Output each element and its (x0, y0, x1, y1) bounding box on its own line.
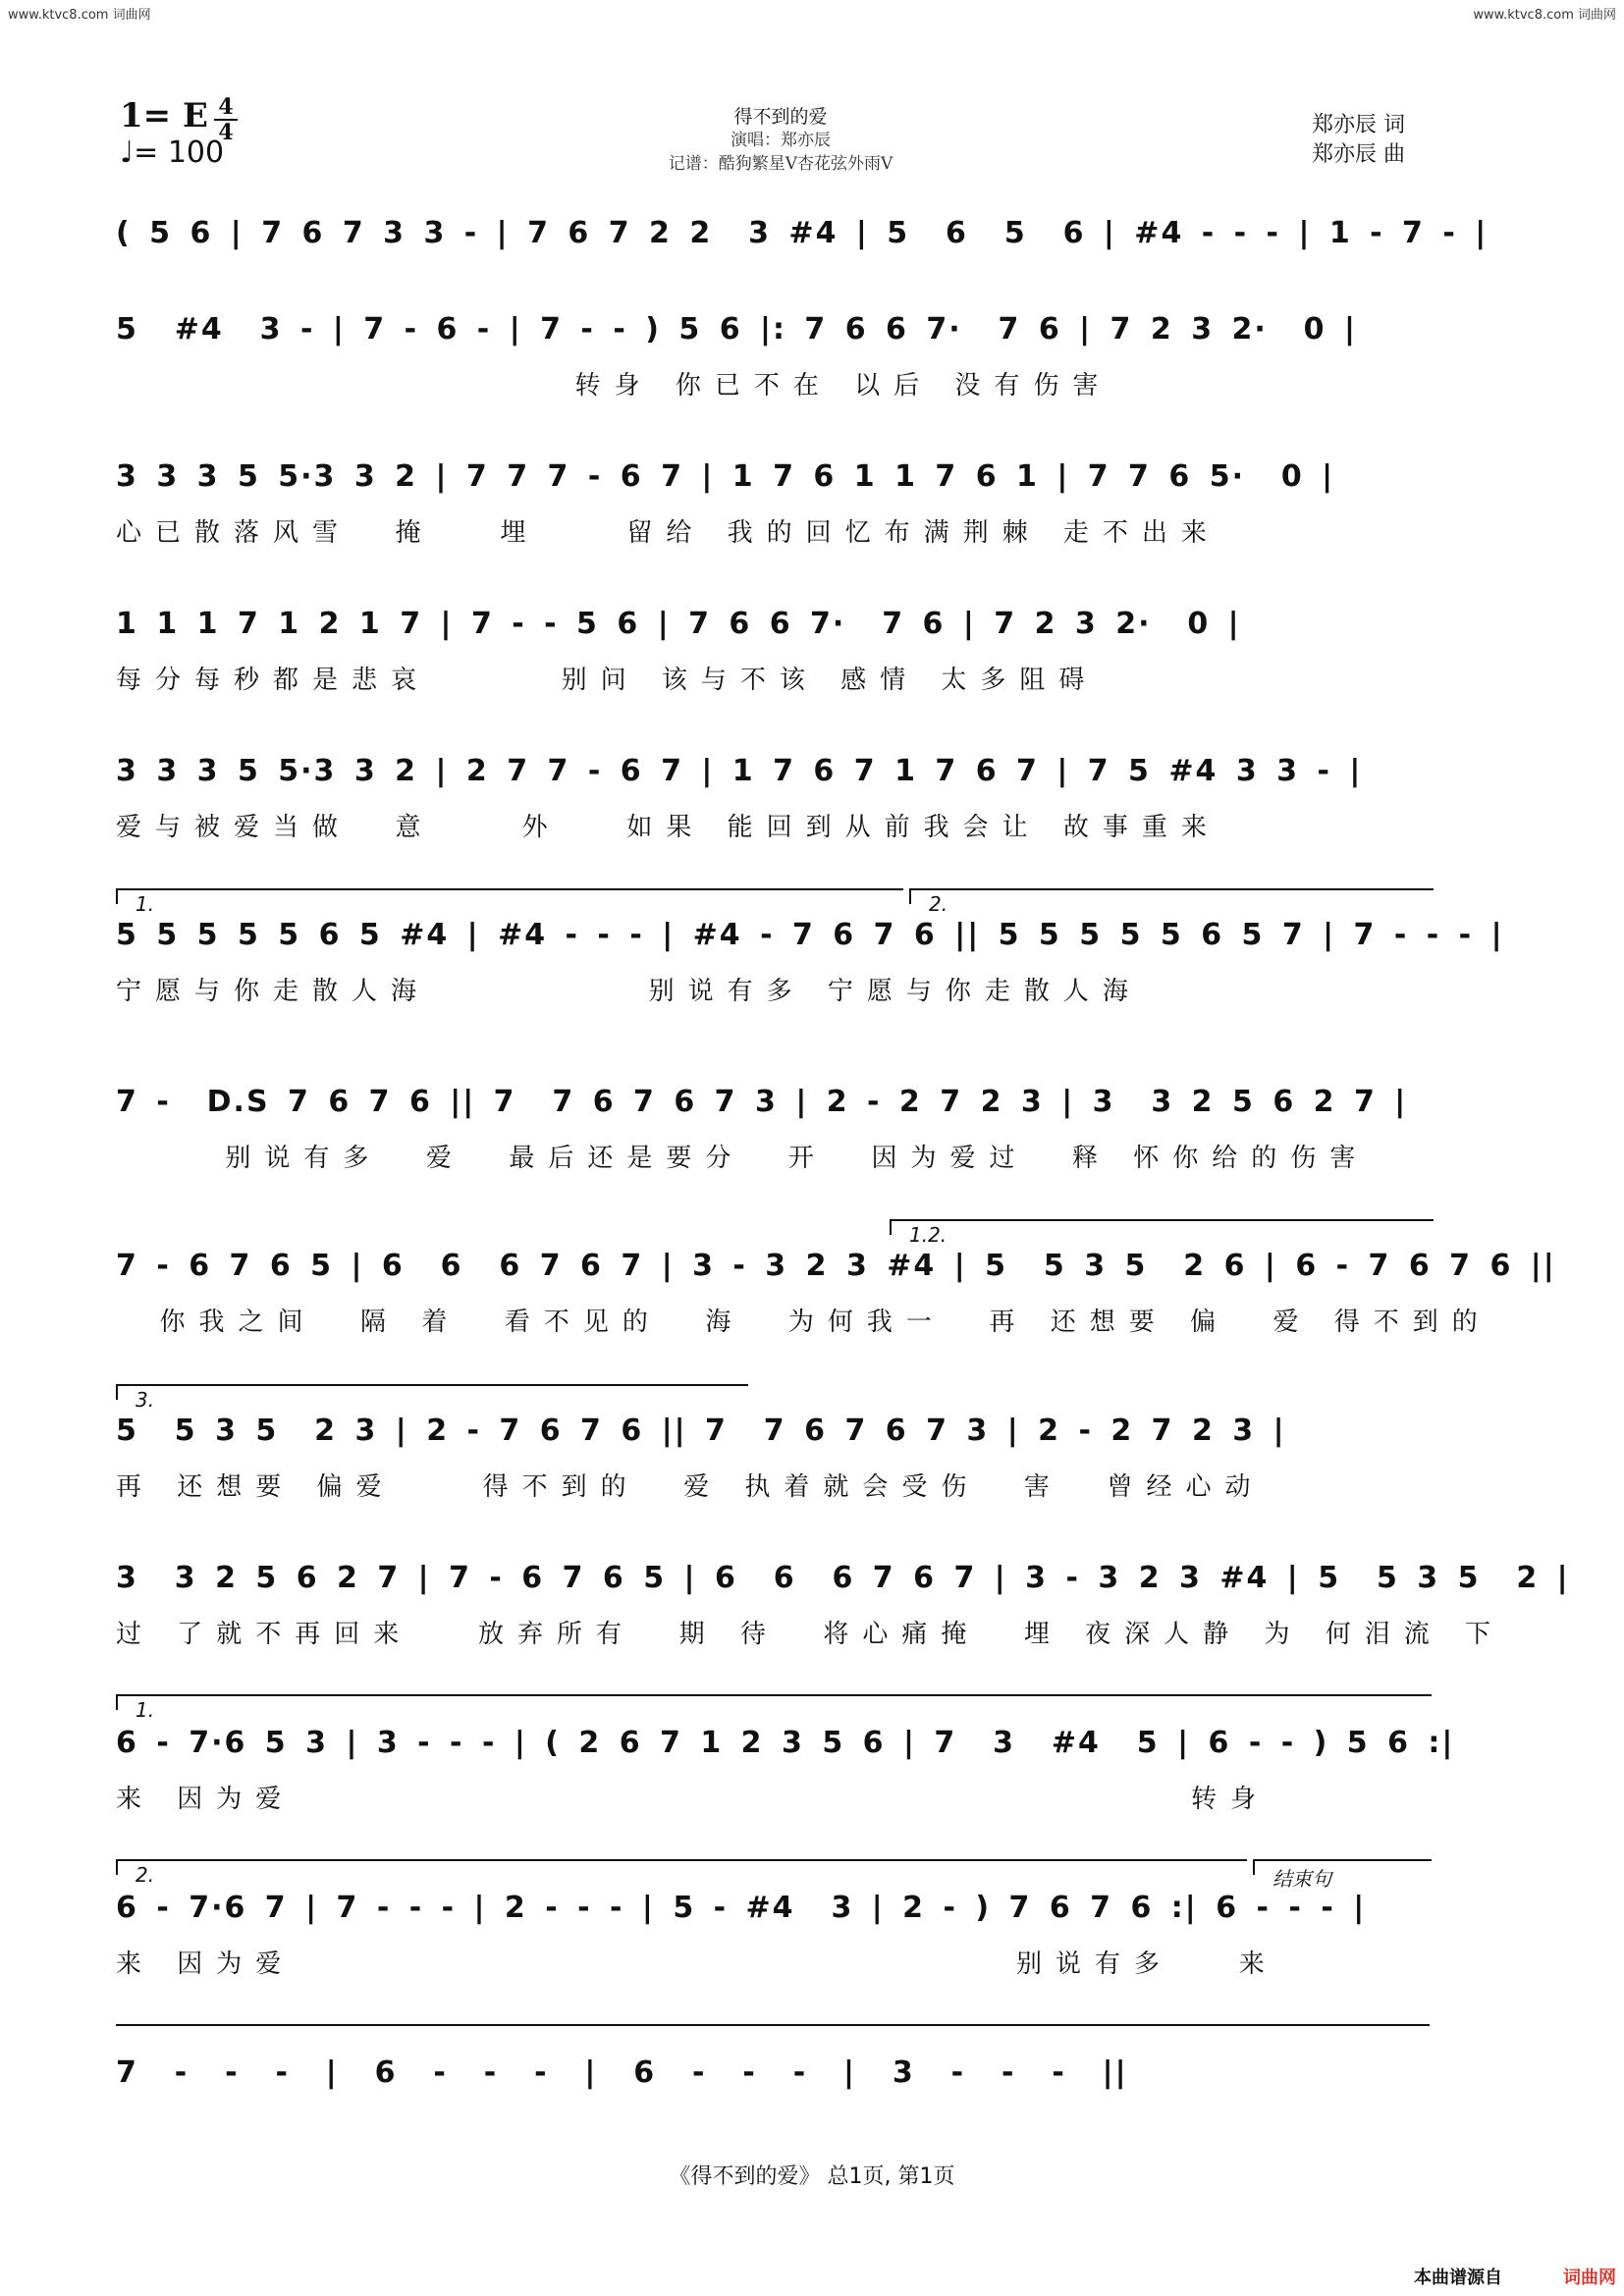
watermark-brand[interactable]: 词曲网 (1563, 2268, 1616, 2288)
lyric-row: 每分每秒都是悲哀 别问 该与不该 感情 太多阻碍 (116, 666, 1099, 695)
notation-row: 7 - D.S 7 6 7 6 || 7 7 6 7 6 7 3 | 2 - 2 7 2 3 | 3 3 2 5 6 2 7 | (116, 1085, 1408, 1119)
volta-label: 结束句 (1272, 1867, 1331, 1891)
lyric-row: 心已散落风雪 掩 埋 留给 我的回忆布满荆棘 走不出来 (116, 518, 1220, 548)
lyric-row: 过 了就不再回来 放弃所有 期 待 将心痛掩 埋 夜深人静 为 何泪流 下 (116, 1620, 1504, 1649)
volta-label: 2. (929, 892, 948, 916)
page-footer: 《得不到的爱》 总1页, 第1页 (669, 2164, 955, 2189)
volta-label: 1. (135, 1698, 155, 1722)
composer: 郑亦辰 曲 (1312, 142, 1405, 167)
lyricist: 郑亦辰 词 (1312, 113, 1405, 137)
song-title: 得不到的爱 (733, 106, 828, 128)
volta-bracket-3 (116, 1384, 748, 1412)
singer: 演唱：郑亦辰 (731, 131, 831, 150)
notation-row: ( 5 6 | 7 6 7 3 3 - | 7 6 7 2 2 3 #4 | 5 6 5 6 | #4 - - - | 1 - 7 - | (116, 216, 1489, 250)
volta-bracket-ending (1253, 1859, 1432, 1891)
notation-row: 3 3 3 5 5·3 3 2 | 7 7 7 - 6 7 | 1 7 6 1 1 7 6 1 | 7 7 6 5· 0 | (116, 459, 1335, 494)
notation-row: 6 - 7·6 7 | 7 - - - | 2 - - - | 5 - #4 3 | 2 - ) 7 6 7 6 :| 6 - - - | (116, 1891, 1367, 1925)
tie-line-final (116, 2024, 1430, 2040)
notation-row: 1 1 1 7 1 2 1 7 | 7 - - 5 6 | 7 6 6 7· 7 6 | 7 2 3 2· 0 | (116, 607, 1241, 641)
lyric-row: 来 因为爱 别说有多 来 (116, 1949, 1278, 1979)
lyric-row: 爱与被爱当做 意 外 如果 能回到从前我会让 故事重来 (116, 813, 1220, 842)
site-url-left[interactable]: www.ktvc8.com 词曲网 (8, 8, 151, 23)
notation-row: 7 - 6 7 6 5 | 6 6 6 7 6 7 | 3 - 3 2 3 #4 | 5 5 3 5 2 6 | 6 - 7 6 7 6 || (116, 1249, 1556, 1283)
notation-row: 7 - - - | 6 - - - | 6 - - - | 3 - - - || (116, 2056, 1128, 2090)
volta-label: 2. (135, 1863, 155, 1887)
volta-bracket-first-ending (116, 1694, 1432, 1722)
transcriber: 记谱：酷狗繁星V杏花弦外雨V (668, 154, 893, 174)
volta-bracket-1-2 (890, 1219, 1434, 1247)
volta-bracket-1 (116, 888, 903, 916)
notation-row: 5 5 5 5 5 6 5 #4 | #4 - - - | #4 - 7 6 7 6 || 5 5 5 5 5 6 5 7 | 7 - - - | (116, 918, 1504, 952)
notation-row: 3 3 2 5 6 2 7 | 7 - 6 7 6 5 | 6 6 6 7 6 7 | 3 - 3 2 3 #4 | 5 5 3 5 2 | (116, 1561, 1570, 1595)
volta-bracket-second-ending (116, 1859, 1247, 1887)
lyric-row: 来 因为爱 转身 (116, 1785, 1271, 1814)
tempo: ♩= 100 (120, 135, 225, 170)
notation-row: 5 #4 3 - | 7 - 6 - | 7 - - ) 5 6 |: 7 6 6 7· 7 6 | 7 2 3 2· 0 | (116, 312, 1357, 347)
lyric-row: 再 还想要 偏爱 得不到的 爱 执着就会受伤 害 曾经心动 (116, 1472, 1265, 1502)
site-url-right[interactable]: www.ktvc8.com 词曲网 (1473, 8, 1616, 23)
volta-label: 3. (135, 1388, 155, 1412)
lyric-row: 别说有多 爱 最后还是要分 开 因为爱过 释 怀你给的伤害 (116, 1144, 1370, 1173)
lyric-row: 宁愿与你走散人海 别说有多 宁愿与你走散人海 (116, 977, 1142, 1006)
lyric-row: 转身 你已不在 以后 没有伤害 (116, 371, 1112, 400)
time-top: 4 (218, 94, 234, 120)
notation-row: 6 - 7·6 5 3 | 3 - - - | ( 2 6 7 1 2 3 5 6 | 7 3 #4 5 | 6 - - ) 5 6 :| (116, 1726, 1455, 1760)
notation-row: 5 5 3 5 2 3 | 2 - 7 6 7 6 || 7 7 6 7 6 7 3 | 2 - 2 7 2 3 | (116, 1414, 1286, 1448)
time-bottom: 4 (218, 120, 234, 145)
notation-row: 3 3 3 5 5·3 3 2 | 2 7 7 - 6 7 | 1 7 6 7 1 7 6 7 | 7 5 #4 3 3 - | (116, 754, 1363, 788)
watermark-text: 本曲谱源自 (1414, 2268, 1502, 2288)
lyric-row: 你我之间 隔 着 看不见的 海 为何我一 再 还想要 偏 爱 得不到的 (116, 1308, 1491, 1337)
key-signature: 1= E (120, 96, 208, 135)
volta-label: 1.2. (909, 1223, 947, 1247)
volta-bracket-2 (909, 888, 1434, 916)
volta-label: 1. (135, 892, 155, 916)
